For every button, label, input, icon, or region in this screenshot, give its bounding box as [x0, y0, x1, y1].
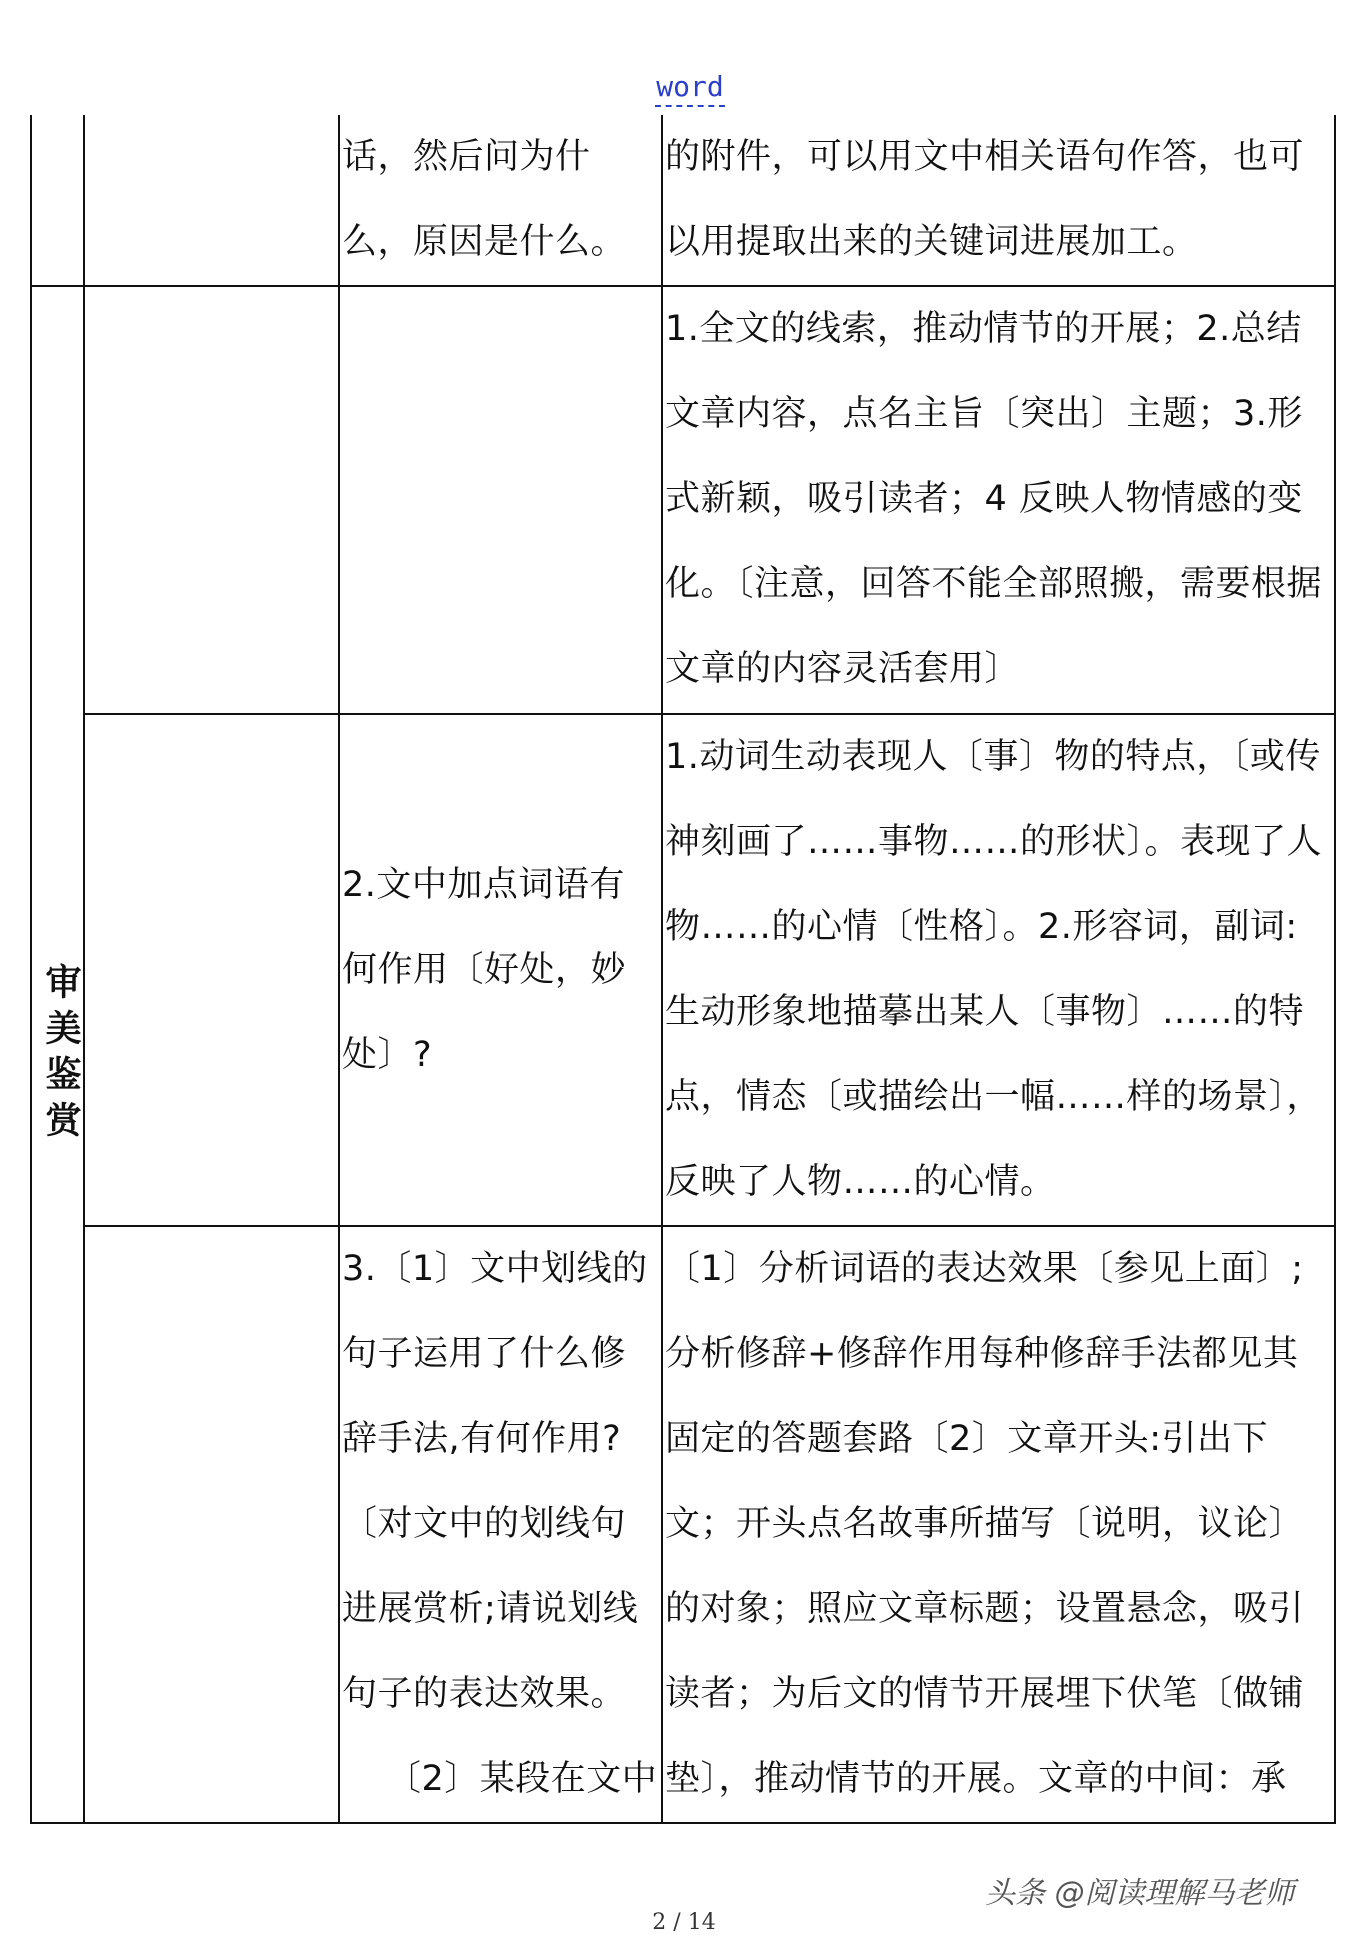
table-row [31, 714, 1335, 1226]
cell-a [84, 115, 339, 286]
cell-a [84, 1226, 339, 1823]
page-number: 2 / 14 [652, 1910, 716, 1935]
question-text: 3.〔1〕文中划线的句子运用了什么修辞手法,有何作用?〔对文中的划线句进展赏析;请说划线句子的表达效果。 [342, 1249, 648, 1714]
cell-question [339, 286, 662, 714]
cell-a [84, 286, 339, 714]
cell-question [339, 1226, 662, 1823]
answer-text: 1.动词生动表现人〔事〕物的特点，〔或传神刻画了……事物……的形状〕。表现了人物……的心情〔性格〕。2.形容词，副词:生动形象地描摹出某人〔事物〕……的特点，情态〔或描绘出一幅……样的场景〕，反映了人物……的心情。 [665, 737, 1323, 1202]
question-text: 2.文中加点词语有何作用〔好处，妙处〕? [342, 864, 627, 1075]
side-cell-top [31, 115, 84, 286]
answer-text: 1.全文的线索，推动情节的开展；2.总结文章内容，点名主旨〔突出〕主题；3.形式新颖，吸引读者；4 反映人物情感的变化。〔注意，回答不能全部照搬，需要根据文章的内容灵活套用〕 [665, 309, 1323, 689]
cell-answer [662, 115, 1335, 286]
question-text-continued: 〔2〕某段在文中 [386, 1759, 658, 1799]
watermark: 头条 @阅读理解马老师 [985, 1876, 1295, 1911]
table-row [31, 286, 1335, 714]
cell-question [339, 714, 662, 1226]
table-row [31, 115, 1335, 286]
cell-question [339, 115, 662, 286]
section-label: 审美鉴赏 [40, 962, 81, 1147]
answer-template-table [30, 115, 1336, 1824]
section-label-cell [31, 286, 84, 1823]
cell-answer [662, 1226, 1335, 1823]
question-text: 话，然后问为什么，原因是什么。 [342, 137, 627, 262]
header-word-link[interactable]: word [655, 72, 725, 107]
cell-answer [662, 714, 1335, 1226]
table-row [31, 1226, 1335, 1823]
answer-text: 的附件，可以用文中相关语句作答，也可以用提取出来的关键词进展加工。 [665, 137, 1305, 262]
cell-answer [662, 286, 1335, 714]
cell-a [84, 714, 339, 1226]
answer-text: 〔1〕分析词语的表达效果〔参见上面〕;分析修辞+修辞作用每种修辞手法都见其固定的答题套路〔2〕文章开头:引出下文；开头点名故事所描写〔说明，议论〕的对象；照应文章标题；设置悬念，吸引读者；为后文的情节开展埋下伏笔〔做铺垫〕，推动情节的开展。文章的中间：承 [665, 1249, 1305, 1799]
